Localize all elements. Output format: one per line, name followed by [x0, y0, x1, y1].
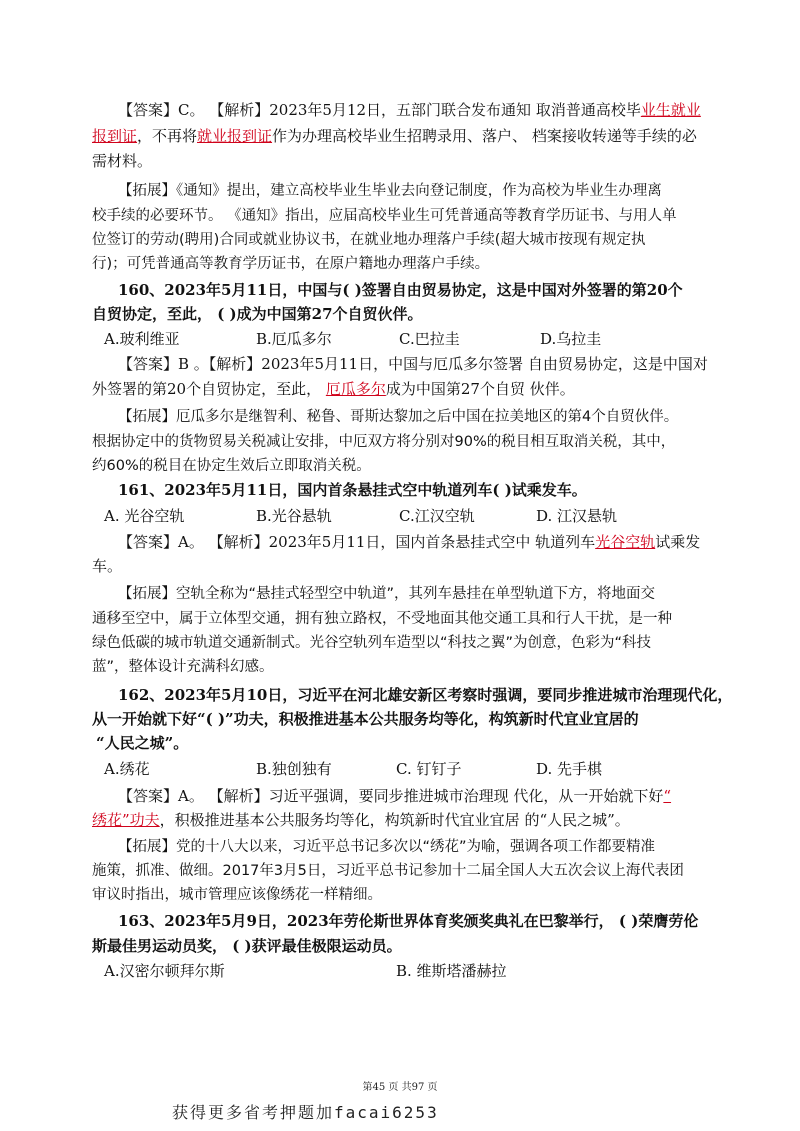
q160-question-line1: 160、2023年5月11日，中国与( )签署自由贸易协定，这是中国对外签署的第20个: [118, 281, 683, 299]
q160-answer-line1: 【答案】B 。【解析】2023年5月11日，中国与厄瓜多尔签署 自由贸易协定，这是中国对: [118, 355, 708, 373]
q163-option-a: A.汉密尔顿拜尔斯: [104, 962, 225, 980]
q161-question-line1: 161、2023年5月11日，国内首条悬挂式空中轨道列车( )试乘发车。: [118, 481, 587, 499]
q161-answer-line2: 车。: [92, 557, 123, 575]
q162-answer-line1: 【答案】A。 【解析】习近平强调，要同步推进城市治理现 代化，从一开始就下好“: [118, 787, 672, 805]
q161-option-b: B.光谷悬轨: [256, 507, 332, 525]
q159-extension-line2: 校手续的必要环节。 《通知》指出，应届高校毕业生可凭普通高等教育学历证书、与用人单: [92, 208, 677, 224]
q162-extension-line3: 审议时指出，城市管理应该像绣花一样精细。: [92, 887, 382, 903]
q162-question-line1: 162、2023年5月10日，习近平在河北雄安新区考察时强调，要同步推进城市治理现代化，: [118, 686, 733, 704]
q160-option-a: A.玻利维亚: [104, 330, 180, 348]
highlight-link[interactable]: 报到证: [92, 127, 138, 145]
q160-extension-line3: 约60%的税目在协定生效后立即取消关税。: [92, 458, 371, 474]
q163-question-line2: 斯最佳男运动员奖， ( )获评最佳极限运动员。: [92, 937, 402, 955]
q159-answer-line1: 【答案】C。 【解析】2023年5月12日，五部门联合发布通知 取消普通高校毕业生就业: [118, 101, 701, 119]
q163-option-b: B. 维斯塔潘赫拉: [396, 962, 507, 980]
highlight-link[interactable]: 就业报到证: [197, 127, 273, 145]
q162-question-line3: “人民之城”。: [96, 734, 189, 752]
q160-answer-line2: 外签署的第20个自贸协定，至此， 厄瓜多尔成为中国第27个自贸 伙伴。: [92, 380, 575, 398]
q159-extension-line1: 【拓展】《通知》提出，建立高校毕业生毕业去向登记制度，作为高校为毕业生办理离: [118, 183, 662, 199]
q161-option-a: A. 光谷空轨: [104, 507, 185, 525]
q160-question-line2: 自贸协定，至此， ( )成为中国第27个自贸伙伴。: [92, 305, 423, 323]
q159-answer-line3: 需材料。: [92, 152, 153, 170]
highlight-link[interactable]: 绣花”功夫: [92, 811, 160, 829]
q161-option-c: C.江汉空轨: [399, 507, 475, 525]
q162-option-d: D. 先手棋: [536, 760, 603, 778]
q159-extension-line4: 行)；可凭普通高等教育学历证书，在原户籍地办理落户手续。: [92, 256, 490, 272]
q160-option-d: D.乌拉圭: [540, 330, 602, 348]
promo-text: 获得更多省考押题加facai6253: [172, 1103, 439, 1122]
q160-extension-line2: 根据协定中的货物贸易关税减让安排，中厄双方将分别对90%的税目相互取消关税，其中，: [92, 434, 676, 450]
q159-extension-line3: 位签订的劳动(聘用)合同或就业协议书，在就业地办理落户手续(超大城市按现有规定执: [92, 232, 646, 248]
highlight-link[interactable]: 光谷空轨: [595, 533, 656, 551]
q162-extension-line2: 施策，抓准、做细。2017年3月5日，习近平总书记参加十二届全国人大五次会议上海代表团: [92, 863, 684, 879]
highlight-link[interactable]: 厄瓜多尔: [325, 380, 386, 398]
highlight-link[interactable]: “: [663, 787, 672, 805]
q159-answer-line2: 报到证，不再将就业报到证作为办理高校毕业生招聘录用、落户、 档案接收转递等手续的必: [92, 127, 697, 145]
q162-option-a: A.绣花: [104, 760, 150, 778]
q161-extension-line2: 通移至空中，属于立体型交通，拥有独立路权，不受地面其他交通工具和行人干扰，是一种: [92, 611, 672, 627]
q163-question-line1: 163、2023年5月9日，2023年劳伦斯世界体育奖颁奖典礼在巴黎举行， ( )荣膺劳伦: [118, 912, 699, 930]
q161-extension-line4: 蓝”，整体设计充满科幻感。: [92, 659, 274, 675]
q162-extension-line1: 【拓展】党的十八大以来，习近平总书记多次以“绣花”为喻，强调各项工作都要精准: [118, 839, 656, 855]
highlight-link[interactable]: 业生就业: [640, 101, 701, 119]
q162-option-b: B.独创独有: [256, 760, 332, 778]
q160-option-b: B.厄瓜多尔: [256, 330, 332, 348]
page-number: 第45 页 共97 页: [362, 1082, 438, 1093]
q160-extension-line1: 【拓展】厄瓜多尔是继智利、秘鲁、哥斯达黎加之后中国在拉美地区的第4个自贸伙伴。: [118, 409, 679, 425]
q162-answer-line2: 绣花”功夫，积极推进基本公共服务均等化，构筑新时代宜业宜居 的“人民之城”。: [92, 811, 630, 829]
q161-extension-line1: 【拓展】空轨全称为“悬挂式轻型空中轨道”，其列车悬挂在单型轨道下方，将地面交: [118, 586, 656, 602]
q161-extension-line3: 绿色低碳的城市轨道交通新制式。光谷空轨列车造型以“科技之翼”为创意，色彩为“科技: [92, 635, 652, 651]
q162-question-line2: 从一开始就下好“( )”功夫，积极推进基本公共服务均等化，构筑新时代宜业宜居的: [92, 710, 639, 728]
q161-option-d: D. 江汉悬轨: [536, 507, 618, 525]
q162-option-c: C. 钉钉子: [396, 760, 462, 778]
q160-option-c: C.巴拉圭: [399, 330, 460, 348]
q161-answer-line1: 【答案】A。 【解析】2023年5月11日，国内首条悬挂式空中 轨道列车光谷空轨试乘发: [118, 533, 701, 551]
